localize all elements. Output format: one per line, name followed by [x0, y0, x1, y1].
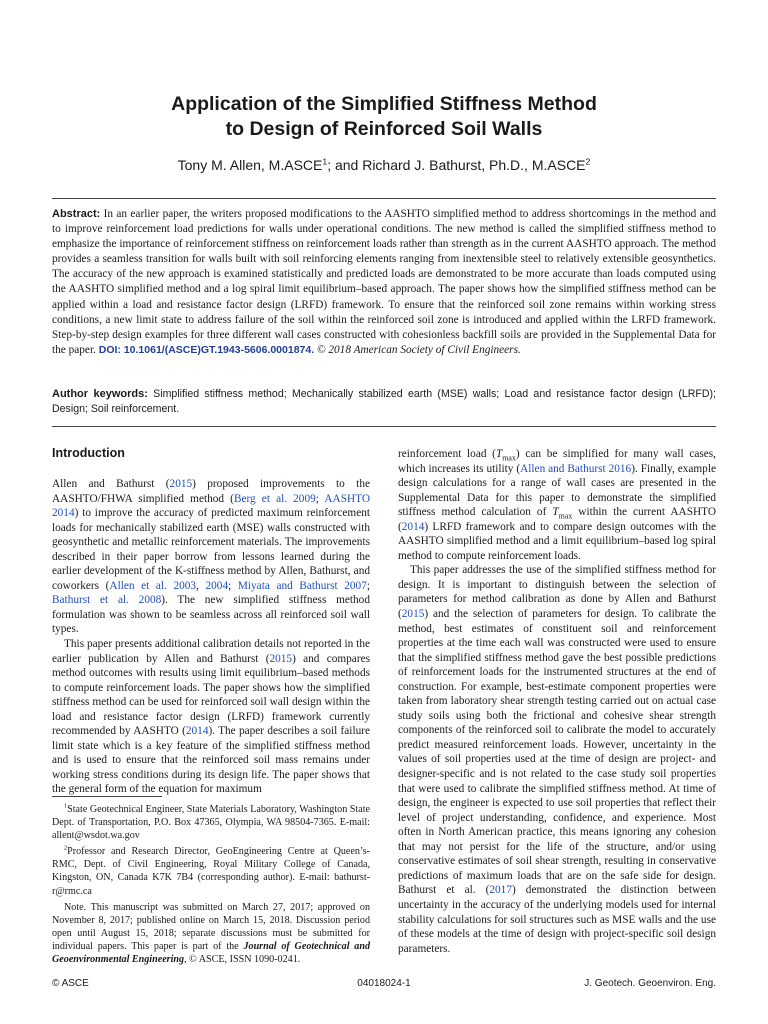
text-run: , — [196, 579, 206, 592]
text-run: ) to improve the accuracy of predicted maximum reinforcement loads for mechanically stabilized earth (MSE) walls constructed with geosynthetic and metallic reinforcement materials. The improvements described in their paper borrow from lessons learned during the earlier development of the K-stiffness method by Allen, Bathurst, and coworkers ( — [52, 507, 370, 592]
footer-article-number: 04018024-1 — [357, 978, 411, 989]
abstract-bottom-rule — [52, 426, 716, 427]
citation-link[interactable]: 2015 — [401, 608, 425, 621]
text-run: within the current AASHTO ( — [398, 506, 716, 533]
variable-subscript: max — [502, 453, 516, 463]
text-run: ) proposed improvements to the AASHTO/FHWA simplified method ( — [52, 478, 370, 505]
abstract-top-rule — [52, 198, 716, 199]
citation-link[interactable]: 2004 — [205, 579, 229, 592]
citation-link[interactable]: 2014 — [401, 520, 425, 533]
citation-link[interactable]: 2017 — [489, 884, 512, 897]
keywords-text: Simplified stiffness method; Mechanically stabilized earth (MSE) walls; Load and resistance factor design (LRFD); Design; Soil reinforcement. — [52, 388, 716, 416]
variable-subscript: max — [558, 511, 573, 521]
title-line-2: to Design of Reinforced Soil Walls — [225, 118, 543, 140]
text-run: ; — [228, 579, 238, 592]
variable-t: T — [495, 448, 503, 460]
text-run: ) and the selection of parameters for design. To calibrate the method, best estimates of constituent soil and reinforcement properties at the time each wall was constructed were used to ensure that the simplified stiffness method gave the best possible predictions of reinforcement loads for the instrumented structures at the end of construction. For example, best-estimate component properties were taken from laboratory shear strength testing carried out on actual case study soils using both the frictional and cohesive shear strength components of the reinforced soil to calibrate the model to accurately predict measured reinforcement loads. However, uncertainty in the values of soil properties used at the time of design are project- and designer-specific and is not related to the case study soil properties that were used to calibrate the simplified stiffness method. At time of design, the engineer is expected to use soil properties that reflect their level of project understanding, confidence, and experience. Most often in North American practice, this means ignoring any cohesion that may not persist for the life of the structure, and/or using conservative estimates of soil shear strength, resulting in conservative predictions of maximum loads that are on the safe side for design. Bathurst et al. ( — [398, 608, 716, 897]
manuscript-note — [52, 901, 370, 966]
section-heading-introduction: Introduction — [52, 446, 125, 460]
abstract-label: Abstract: — [52, 208, 101, 220]
footnote-2 — [52, 845, 370, 897]
text-run: ). The new simplified stiffness method formulation was shown to be seamless across all reinforced soil wall types. — [52, 594, 370, 636]
footnotes — [52, 803, 370, 969]
page-footer — [52, 978, 716, 992]
citation-link[interactable]: 2014 — [185, 725, 209, 738]
text-run: reinforcement load ( — [398, 448, 496, 460]
text-run: This paper presents additional calibration details not reported in the earlier publication by Allen and Bathurst ( — [52, 638, 370, 665]
note-text: Note. This manuscript was submitted on March 27, 2017; approved on November 8, 2017; published online on March 15, 2018. Discussion period open until August 15, 2018; separate discussions must be submitted for individual papers. This paper is part of the — [52, 901, 370, 952]
title-line-1: Application of the Simplified Stiffness Method — [171, 93, 597, 115]
journal-name: Journal of Geotechnical and Geoenvironmental Engineering — [52, 940, 370, 966]
footnote-text: Professor and Research Director, GeoEngineering Centre at Queen’s-RMC, Dept. of Civil Engineering, Royal Military College of Canada, Kingston, ON, Canada K7K 7B4 (corresponding author). E-mail: bathurst-r@rmc.ca — [52, 846, 370, 897]
intro-paragraph-1 — [52, 477, 370, 637]
text-run: ). Finally, example design calculations for a range of wall cases are presented in the Supplemental Data for this paper to demonstrate the simplified stiffness method calculation of — [398, 462, 716, 519]
citation-link[interactable]: Berg et al. 2009 — [233, 492, 316, 505]
abstract-text: In an earlier paper, the writers proposed modifications to the AASHTO simplified method to address shortcomings in the method and to improve reinforcement load predictions for walls under operational conditions. The new method is called the simplified stiffness method to emphasize the importance of reinforcement stiffness on reinforcement loads rather than strength as in the current AASHTO approach. The method provides a seamless transition for walls built with soil reinforcing elements ranging from inextensible steel to relatively extensible geosynthetics. The accuracy of the new approach is examined statistically and predicted loads are demonstrated to be more accurate than loads computed using the AASHTO simplified method and a log spiral limit equilibrium–based approach. The paper shows how the simplified stiffness method can be applied within a load and resistance factor design (LRFD) framework. To ensure that the reinforced soil zone remains within working stress conditions, a new limit state to address failure of the soil within the reinforced soil zone is introduced and applied within the LRFD framework. Step-by-step design examples for three different wall cases constructed with cohesionless backfill soils are provided in the Supplemental Data for the paper. — [52, 208, 716, 356]
author-line — [0, 157, 768, 173]
right-paragraph-2 — [398, 563, 716, 956]
footnote-text: State Geotechnical Engineer, State Materials Laboratory, Washington State Dept. of Transportation, P.O. Box 47365, Olympia, WA 98504-7365. E-mail: allent@wsdot.wa.gov — [52, 804, 370, 842]
footnote-mark: 1 — [64, 802, 68, 810]
text-run: Allen and Bathurst ( — [52, 478, 170, 490]
keywords-label: Author keywords: — [52, 388, 148, 400]
text-run: This paper addresses the use of the simplified stiffness method for design. It is important to distinguish between the selection of parameters for method calibration as done by Allen and Bathurst ( — [398, 564, 716, 621]
text-run: ; — [366, 579, 370, 592]
citation-link[interactable]: Allen and Bathurst 2016 — [520, 462, 632, 475]
copyright-notice: © 2018 American Society of Civil Engineers. — [314, 343, 521, 356]
variable-t: T — [552, 506, 559, 519]
text-run: ) demonstrated the distinction between uncertainty in the accuracy of the underlying models used for internal stability calculations for soil structures such as MSE walls and the use of these models at the time of design with project-specific soil design parameters. — [398, 884, 716, 955]
note-tail: , © ASCE, ISSN 1090-0241. — [184, 954, 301, 966]
footnote-rule — [52, 796, 162, 797]
author-2-affiliation-mark: 2 — [585, 156, 591, 167]
doi-label: DOI: — [98, 343, 121, 356]
text-run: ) can be simplified for many wall cases, which increases its utility ( — [398, 448, 716, 475]
footnote-mark: 2 — [64, 844, 68, 852]
footnote-1 — [52, 803, 370, 842]
doi-link[interactable]: 10.1061/(ASCE)GT.1943-5606.0001874. — [120, 343, 315, 356]
author-separator: ; and Richard J. Bathurst, Ph.D., M.ASCE — [327, 157, 586, 173]
author-1: Tony M. Allen, M.ASCE — [177, 157, 323, 173]
text-run: ; — [315, 492, 325, 505]
citation-link[interactable]: Miyata and Bathurst 2007 — [237, 579, 367, 592]
text-run: ) LRFD framework and to compare design outcomes with the AASHTO simplified method and a limit equilibrium–based log spiral method to compute reinforcement loads. — [398, 520, 716, 562]
right-column — [398, 447, 716, 956]
text-run: ) and compares method outcomes with results using limit equilibrium–based methods to compute reinforcement loads. The paper shows how the simplified stiffness method can be used for reinforced soil wall design within the load and resistance factor design (LRFD) framework currently recommended by AASHTO ( — [52, 652, 370, 738]
footer-journal-abbrev: J. Geotech. Geoenviron. Eng. — [584, 978, 716, 989]
left-column — [52, 446, 370, 797]
citation-link[interactable]: Bathurst et al. 2008 — [52, 594, 162, 607]
abstract — [52, 207, 716, 358]
paper-title — [0, 92, 768, 142]
text-run: ). The paper describes a soil failure limit state which is a key feature of the simplified stiffness method and is used to ensure that the reinforced soil mass remains under working stress conditions during its design life. The paper shows that the general form of the equation for maximum — [52, 725, 371, 796]
citation-link[interactable]: 2015 — [169, 478, 193, 490]
footer-copyright: © ASCE — [52, 978, 89, 989]
citation-link[interactable]: Allen et al. 2003 — [109, 579, 197, 592]
author-keywords — [52, 387, 716, 417]
citation-link[interactable]: 2015 — [269, 652, 293, 665]
intro-paragraph-2 — [52, 637, 370, 797]
right-paragraph-1 — [398, 447, 716, 563]
citation-link[interactable]: AASHTO 2014 — [52, 492, 371, 520]
author-1-affiliation-mark: 1 — [322, 156, 328, 167]
